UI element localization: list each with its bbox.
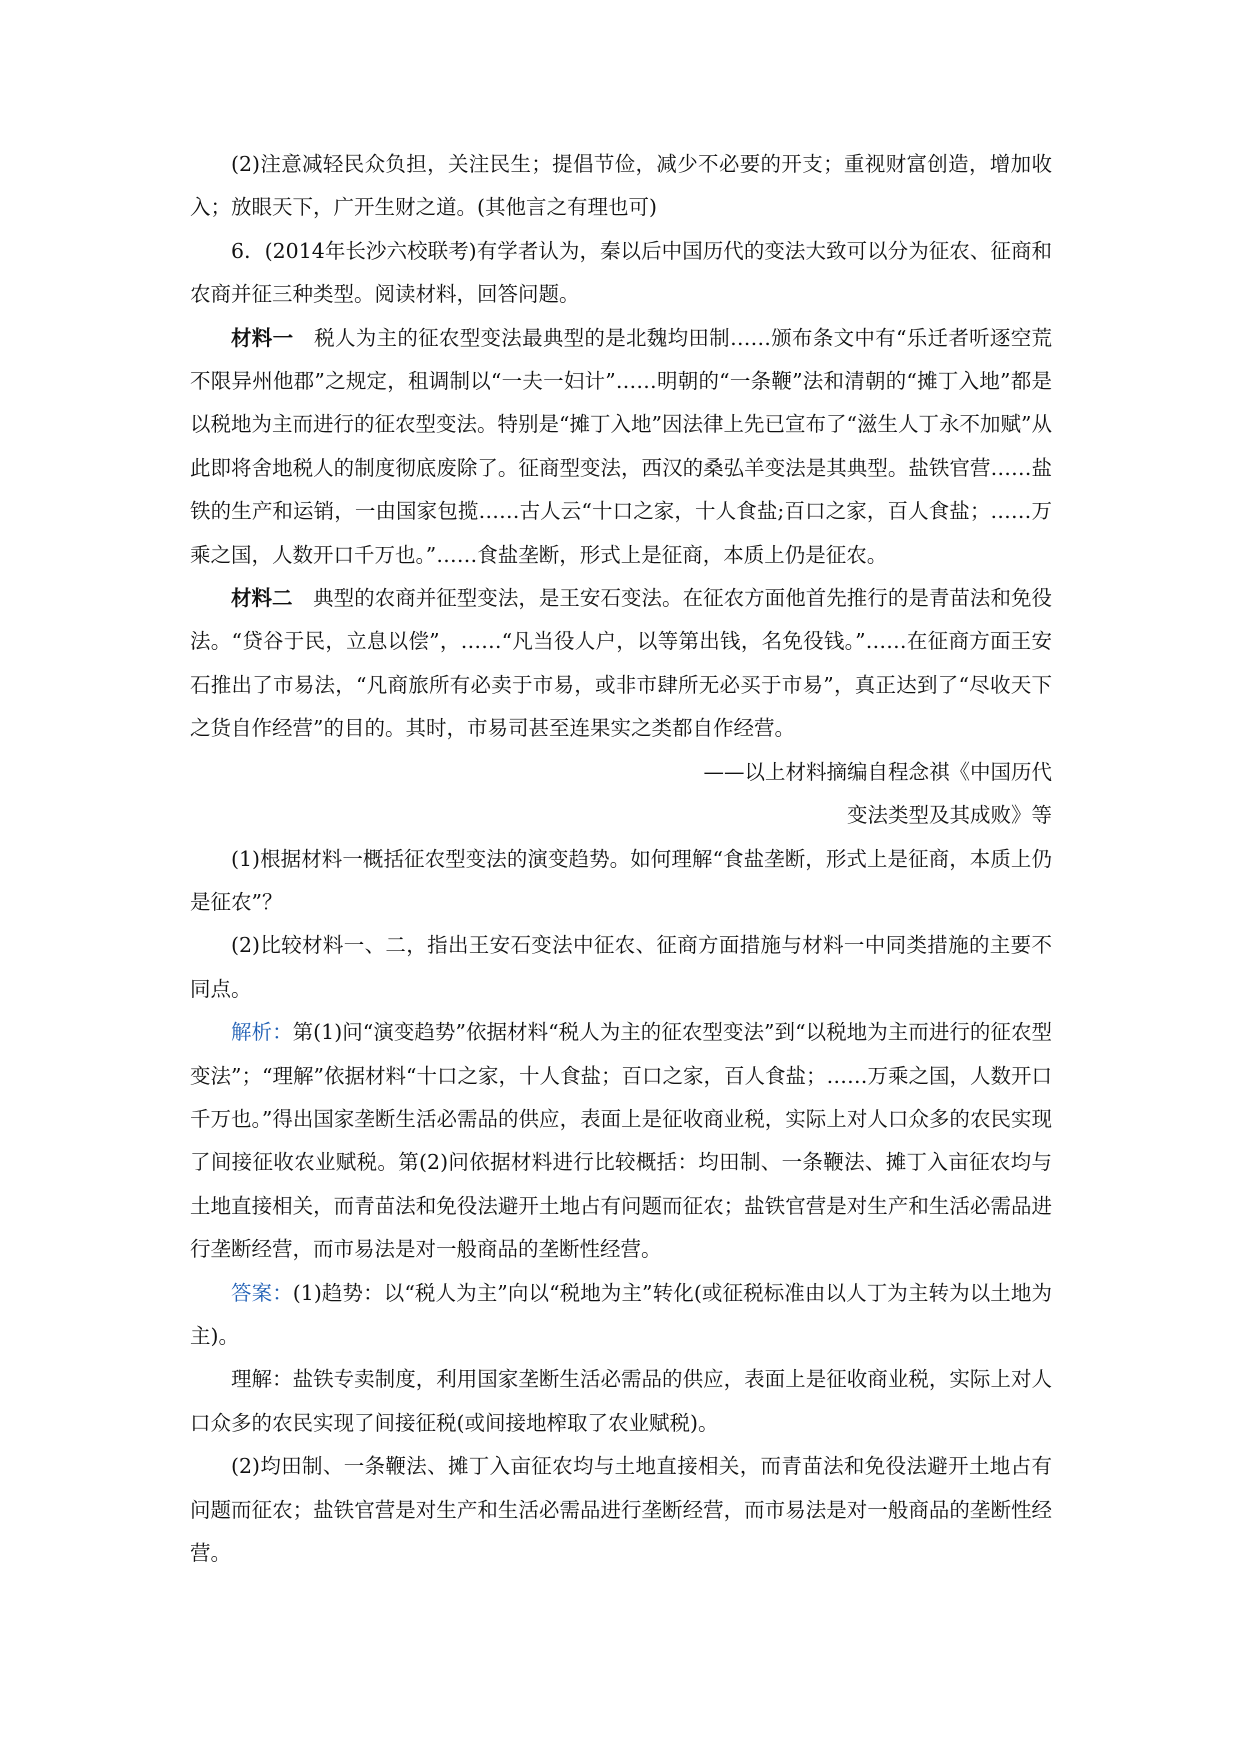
analysis-label: 解析： bbox=[231, 1020, 293, 1045]
material-one bbox=[190, 317, 1052, 577]
material-two bbox=[190, 577, 1052, 751]
source-line-1: ——以上材料摘编自程念祺《中国历代 bbox=[703, 759, 1052, 784]
document-page bbox=[190, 143, 1052, 1575]
question-6-2: (2)比较材料一、二，指出王安石变法中征农、征商方面措施与材料一中同类措施的主要不同点。 bbox=[190, 933, 1052, 1001]
question-6-1: (1)根据材料一概括征农型变法的演变趋势。如何理解“食盐垄断，形式上是征商，本质上仍是征农”？ bbox=[190, 846, 1052, 914]
analysis-text: 第(1)问“演变趋势”依据材料“税人为主的征农型变法”到“以税地为主而进行的征农型变法”；“理解”依据材料“十口之家，十人食盐；百口之家，百人食盐；……万乘之国，人数开口千万也。”得出国家垄断生活必需品的供应，表面上是征收商业税，实际上对人口众多的农民实现了间接征收农业赋税。第(2)问依据材料进行比较概括：均田制、一条鞭法、摊丁入亩征农均与土地直接相关，而青苗法和免役法避开土地占有问题而征农；盐铁官营是对生产和生活必需品进行垄断经营，而市易法是对一般商品的垄断性经营。 bbox=[190, 1020, 1053, 1262]
material-one-label: 材料一 bbox=[231, 325, 294, 350]
source-line-2: 变法类型及其成败》等 bbox=[847, 803, 1052, 828]
material-one-text: 税人为主的征农型变法最典型的是北魏均田制……颁布条文中有“乐迁者听逐空荒不限异州他郡”之规定，租调制以“一夫一妇计”……明朝的“一条鞭”法和清朝的“摊丁入地”都是以税地为主而进行的征农型变法。特别是“摊丁入地”因法律上先已宣布了“滋生人丁永不加赋”从此即将舍地税人的制度彻底废除了。征商型变法，西汉的桑弘羊变法是其典型。盐铁官营……盐铁的生产和运销，一由国家包揽……古人云“十口之家，十人食盐;百口之家，百人食盐；……万乘之国，人数开口千万也。”……食盐垄断，形式上是征商，本质上仍是征农。 bbox=[190, 325, 1052, 567]
answer-part2-prev-question: (2)注意减轻民众负担，关注民生；提倡节俭，减少不必要的开支；重视财富创造，增加收入；放眼天下，广开生财之道。(其他言之有理也可) bbox=[190, 152, 1052, 220]
answer-label: 答案： bbox=[231, 1280, 293, 1305]
material-two-label: 材料二 bbox=[231, 586, 293, 611]
material-two-text: 典型的农商并征型变法，是王安石变法。在征农方面他首先推行的是青苗法和免役法。“贷谷于民，立息以偿”，……“凡当役人户，以等第出钱，名免役钱。”……在征商方面王安石推出了市易法，“凡商旅所有必卖于市易，或非市肆所无必买于市易”，真正达到了“尽收天下之货自作经营”的目的。其时，市易司甚至连果实之类都自作经营。 bbox=[190, 586, 1052, 741]
answer-understanding: 理解：盐铁专卖制度，利用国家垄断生活必需品的供应，表面上是征收商业税，实际上对人口众多的农民实现了间接征税(或间接地榨取了农业赋税)。 bbox=[190, 1367, 1052, 1435]
answer bbox=[190, 1272, 1052, 1359]
answer-part2: (2)均田制、一条鞭法、摊丁入亩征农均与土地直接相关，而青苗法和免役法避开土地占有问题而征农；盐铁官营是对生产和生活必需品进行垄断经营，而市易法是对一般商品的垄断性经营。 bbox=[190, 1454, 1052, 1565]
question-6-intro: 6．(2014年长沙六校联考)有学者认为，秦以后中国历代的变法大致可以分为征农、征商和农商并征三种类型。阅读材料，回答问题。 bbox=[190, 238, 1052, 307]
analysis bbox=[190, 1011, 1052, 1271]
answer-text: (1)趋势：以“税人为主”向以“税地为主”转化(或征税标准由以人丁为主转为以土地为主)。 bbox=[190, 1280, 1052, 1348]
